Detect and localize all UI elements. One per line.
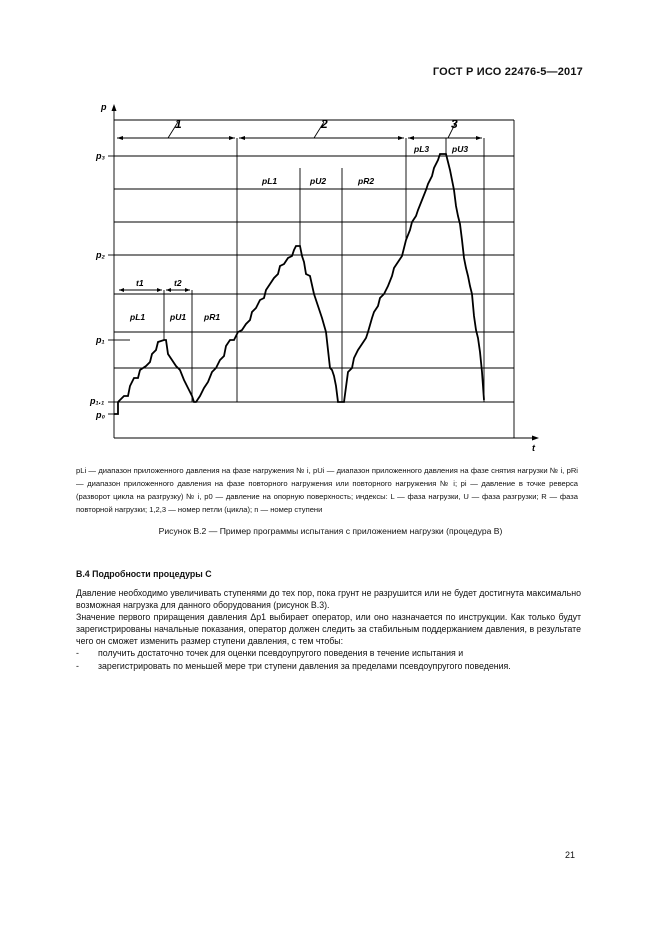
figure-b2-diagram	[0, 0, 661, 460]
region-label-pu2: pU2	[310, 176, 327, 186]
level-label-p11: p₁.₁	[90, 396, 105, 406]
pressure-curve	[114, 154, 484, 414]
region-label-t2: t2	[174, 278, 182, 288]
page-number: 21	[564, 850, 575, 860]
region-label-pl3: pL3	[414, 144, 430, 154]
figure-legend: pLi — диапазон приложенного давления на фазе нагружения № i, pUi — диапазон приложенного давления на фазе снятия нагрузки № i, pRi — диапазон приложенного давления на фазе повторного нагружения или повторного нагружения № i; pi — давление в точке реверса (разворот цикла на разгрузку) № i, p0 — давление на опорную поверхность; индексы: L — фаза нагрузки, U — фаза разгрузки; R — фаза повторной нагрузки; 1,2,3 — номер петли (цикла); n — номер ступени	[76, 466, 578, 514]
region-label-pu3: pU3	[452, 144, 469, 154]
bullet-item: - зарегистрировать по меньшей мере три ступени давления за пределами псевдоупругого поведения.	[76, 660, 581, 673]
region-label-t1: t1	[136, 278, 144, 288]
paragraph-1: Давление необходимо увеличивать ступенями до тех пор, пока грунт не разрушится или не будет достигнута максимально возможная нагрузка для данного оборудования (рисунок В.3).	[76, 588, 581, 611]
paragraph-2: Значение первого приращения давления Δp1 выбирает оператор, или оно назначается по инструкции. Как только будут зарегистрированы начальные показания, оператор должен следить за стабильным поддержанием давления, в результате чего он сможет изменить размер ступени давления, с тем чтобы:	[76, 612, 581, 647]
level-label-p1: p₁	[96, 335, 105, 345]
axis-label-t: t	[532, 443, 535, 453]
region-label-pu1: pU1	[170, 312, 187, 322]
loop-number-1: 1	[175, 117, 182, 131]
section-heading: В.4 Подробности процедуры С	[76, 569, 212, 579]
bullet-item: - получить достаточно точек для оценки псевдоупругого поведения в течение испытания и	[76, 647, 581, 660]
region-label-pl1-a: pL1	[130, 312, 146, 322]
level-label-p3: p₃	[96, 151, 105, 161]
loop-number-2: 2	[321, 117, 328, 131]
region-label-pl1-b: pL1	[262, 176, 278, 186]
axis-label-p: p	[101, 102, 107, 112]
document-header: ГОСТ Р ИСО 22476-5—2017	[432, 66, 583, 78]
bullet-list	[76, 647, 581, 672]
level-label-p0: p₀	[96, 410, 106, 420]
figure-caption: Рисунок В.2 — Пример программы испытания с приложением нагрузки (процедура В)	[158, 526, 503, 536]
level-label-p2: p₂	[96, 250, 105, 260]
loop-number-3: 3	[451, 117, 458, 131]
region-label-pr1: pR1	[204, 312, 221, 322]
region-label-pr2: pR2	[358, 176, 375, 186]
